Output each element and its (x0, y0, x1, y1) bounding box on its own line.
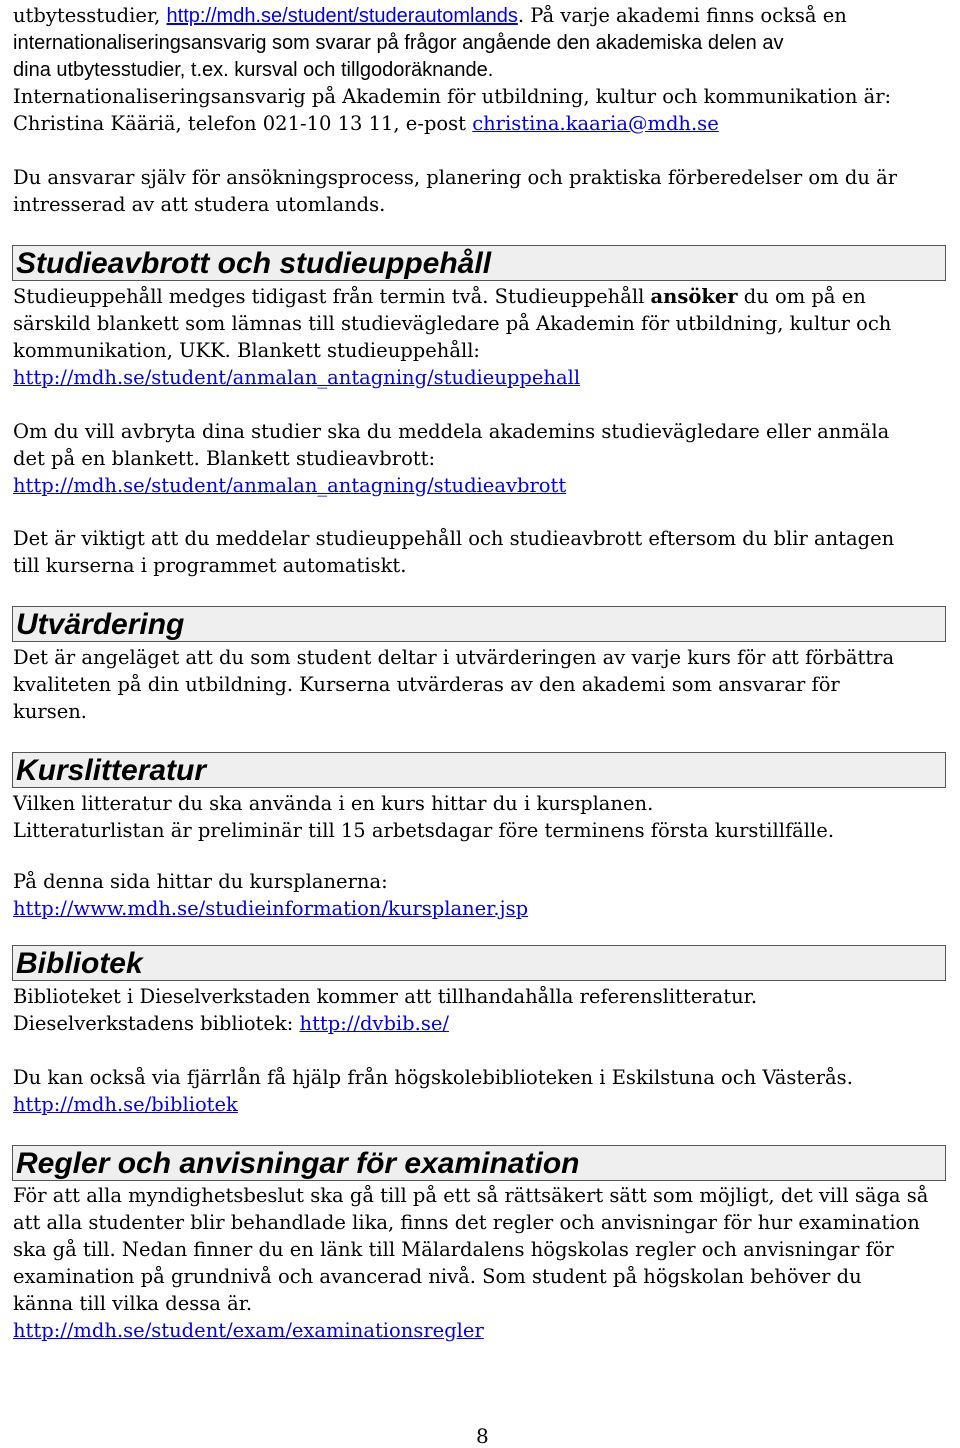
intro-line-5 (13, 111, 958, 138)
heading-text: Regler och anvisningar för examination (16, 1147, 580, 1180)
s4-line-4 (13, 1092, 958, 1119)
email-link[interactable]: christina.kaaria@mdh.se (472, 112, 719, 135)
s2-line-1: Det är angeläget att du som student deltar i utvärderingen av varje kurs för att förbättra (13, 646, 895, 669)
intro-p2-line-1: Du ansvarar själv för ansökningsprocess, planering och praktiska förberedelser om du är (13, 166, 898, 189)
s1-p2-line-1: Om du vill avbryta dina studier ska du meddela akademins studievägledare eller anmäla (13, 420, 890, 443)
s1-p1-line-1 (13, 284, 958, 311)
section-heading-studieavbrott (12, 245, 946, 281)
s3-line-1: Vilken litteratur du ska använda i en kurs hittar du i kursplanen. (13, 792, 654, 815)
s1-p2-line-2: det på en blankett. Blankett studieavbrott: (13, 447, 436, 470)
s2-line-2: kvaliteten på din utbildning. Kurserna utvärderas av den akademi som ansvarar för (13, 673, 840, 696)
section-heading-examination (12, 1145, 946, 1181)
s4-line-3: Du kan också via fjärrlån få hjälp från högskolebiblioteken i Eskilstuna och Västerås. (13, 1066, 853, 1089)
intro-line-2: internationaliseringsansvarig som svarar på frågor angående den akademiska delen av (13, 32, 784, 54)
studieavbrott-link[interactable]: http://mdh.se/student/anmalan_antagning/studieavbrott (13, 474, 567, 497)
text: Studieuppehåll medges tidigast från termin två. (13, 285, 489, 308)
section-heading-utvardering (12, 606, 946, 642)
s3-line-2: Litteraturlistan är preliminär till 15 arbetsdagar före terminens första kurstillfälle. (13, 819, 835, 842)
intro-text: . På varje akademi finns också en (517, 4, 847, 27)
examinationsregler-link[interactable]: http://mdh.se/student/exam/examinationsregler (13, 1319, 484, 1342)
contact-text: Christina Kääriä, telefon 021-10 13 11, e-post (13, 112, 473, 135)
s1-p3-line-2: till kurserna i programmet automatiskt. (13, 554, 407, 577)
s4-line-1: Biblioteket i Dieselverkstaden kommer att tillhandahålla referenslitteratur. (13, 985, 758, 1008)
heading-text: Kurslitteratur (16, 754, 207, 787)
text: Dieselverkstadens bibliotek: (13, 1012, 300, 1035)
s3-line-4 (13, 896, 958, 923)
s5-line-5: känna till vilka dessa är. (13, 1292, 253, 1315)
studieuppehall-link[interactable]: http://mdh.se/student/anmalan_antagning/studieuppehall (13, 366, 581, 389)
s3-line-3: På denna sida hittar du kursplanerna: (13, 870, 388, 893)
bold-text: ansöker (650, 285, 738, 308)
s1-p1-line-3: kommunikation, UKK. Blankett studieuppehåll: (13, 339, 481, 362)
s2-line-3: kursen. (13, 700, 88, 723)
s1-p3-line-1: Det är viktigt att du meddelar studieuppehåll och studieavbrott eftersom du blir antagen (13, 527, 895, 550)
studera-utomlands-link[interactable]: http://mdh.se/student/studerautomlands (166, 5, 518, 27)
s5-line-2: att alla studenter blir behandlade lika, finns det regler och anvisningar för hur examination (13, 1211, 920, 1234)
heading-text: Bibliotek (16, 947, 143, 980)
s5-line-1: För att alla myndighetsbeslut ska gå till på ett så rättsäkert sätt som möjligt, det vill säga så (13, 1184, 929, 1207)
s5-line-6 (13, 1318, 958, 1345)
page-number: 8 (476, 1424, 489, 1448)
bibliotek-link[interactable]: http://mdh.se/bibliotek (13, 1093, 238, 1116)
intro-line-3: dina utbytesstudier, t.ex. kursval och tillgodoräknande. (13, 59, 494, 81)
heading-text: Utvärdering (16, 608, 185, 641)
dvbib-link[interactable]: http://dvbib.se/ (299, 1012, 449, 1035)
s1-p2-line-3 (13, 473, 958, 500)
s4-line-2 (13, 1011, 958, 1038)
s1-p1-line-4 (13, 365, 958, 392)
intro-line-4: Internationaliseringsansvarig på Akademin för utbildning, kultur och kommunikation är: (13, 85, 892, 108)
text: du om på en (737, 285, 866, 308)
section-heading-bibliotek (12, 945, 946, 981)
heading-text: Studieavbrott och studieuppehåll (16, 247, 492, 280)
text: Studieuppehåll (494, 285, 651, 308)
section-heading-kurslitteratur (12, 752, 946, 788)
s5-line-3: ska gå till. Nedan finner du en länk till Mälardalens högskolas regler och anvisningar för (13, 1238, 894, 1261)
kursplaner-link[interactable]: http://www.mdh.se/studieinformation/kursplaner.jsp (13, 897, 529, 920)
s5-line-4: examination på grundnivå och avancerad nivå. Som student på högskolan behöver du (13, 1265, 862, 1288)
intro-p2-line-2: intresserad av att studera utomlands. (13, 193, 386, 216)
intro-line-1 (13, 3, 958, 30)
intro-text: utbytesstudier, (13, 4, 167, 27)
s1-p1-line-2: särskild blankett som lämnas till studievägledare på Akademin för utbildning, kultur och (13, 312, 892, 335)
